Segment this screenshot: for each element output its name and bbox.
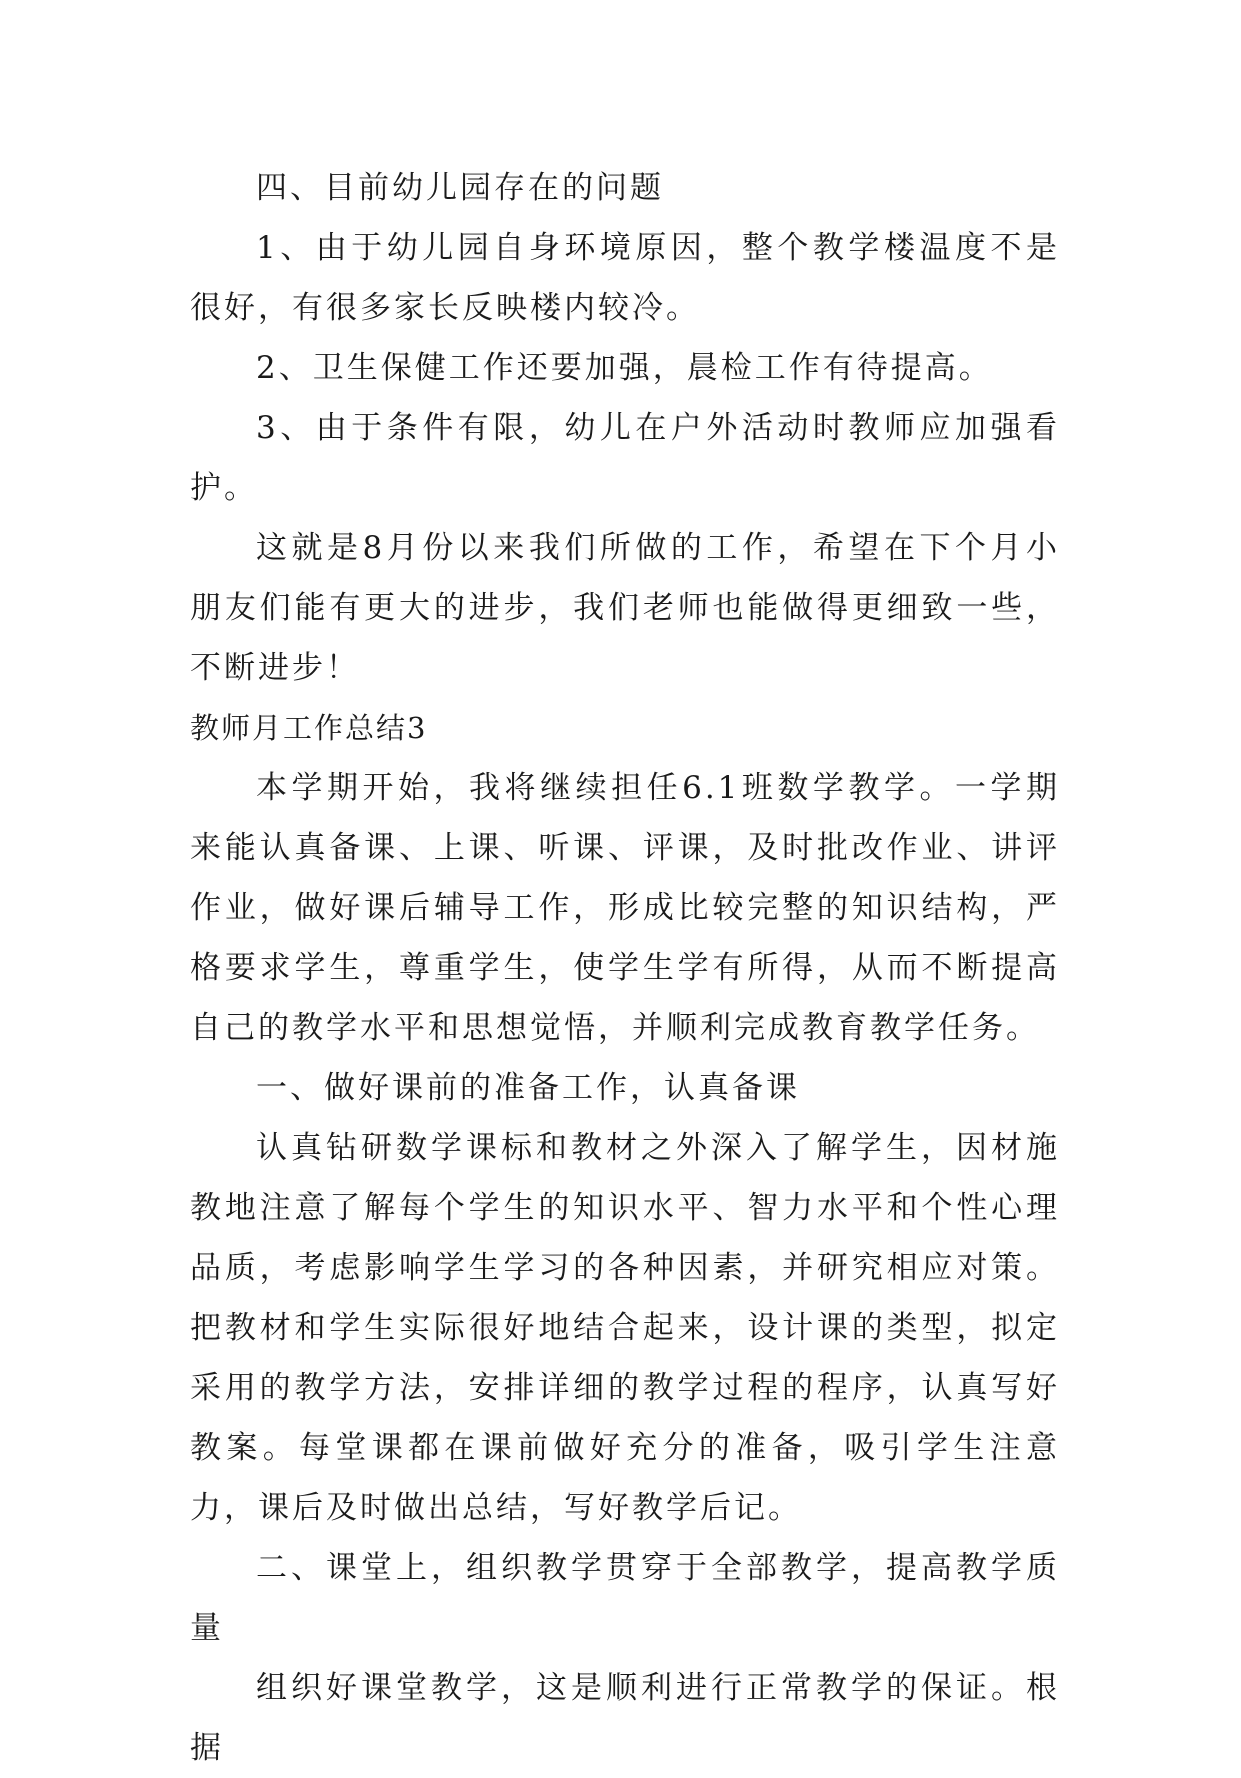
problem-item-2: 2、卫生保健工作还要加强，晨检工作有待提高。 — [256, 350, 993, 386]
closing-paragraph: 这就是8月份以来我们所做的工作，希望在下个月小朋友们能有更大的进步，我们老师也能做得更细致一些，不断进步！ — [190, 530, 1060, 686]
document-body — [190, 158, 1060, 1778]
section-heading-preparation: 一、做好课前的准备工作，认真备课 — [256, 1070, 800, 1106]
intro-paragraph: 本学期开始，我将继续担任6.1班数学教学。一学期来能认真备课、上课、听课、评课，及时批改作业、讲评作业，做好课后辅导工作，形成比较完整的知识结构，严格要求学生，尊重学生，使学生学有所得，从而不断提高自己的教学水平和思想觉悟，并顺利完成教育教学任务。 — [190, 770, 1060, 1046]
section-heading-classroom: 二、课堂上，组织教学贯穿于全部教学，提高教学质量 — [190, 1550, 1060, 1646]
section-heading-problems: 四、目前幼儿园存在的问题 — [256, 170, 664, 206]
problem-item-1: 1、由于幼儿园自身环境原因，整个教学楼温度不是很好，有很多家长反映楼内较冷。 — [190, 230, 1060, 326]
problem-item-3: 3、由于条件有限，幼儿在户外活动时教师应加强看护。 — [190, 410, 1060, 506]
preparation-paragraph: 认真钻研数学课标和教材之外深入了解学生，因材施教地注意了解每个学生的知识水平、智力水平和个性心理品质，考虑影响学生学习的各种因素，并研究相应对策。 把教材和学生实际很好地结合起来，设计课的类型，拟定采用的教学方法，安排详细的教学过程的程序，认真写好教案。每堂课都在课前做好充分的准备，吸引学生注意力，课后及时做出总结，写好教学后记。 — [190, 1130, 1060, 1526]
classroom-paragraph: 组织好课堂教学，这是顺利进行正常教学的保证。根据 — [190, 1670, 1060, 1766]
article-title: 教师月工作总结3 — [190, 711, 428, 745]
